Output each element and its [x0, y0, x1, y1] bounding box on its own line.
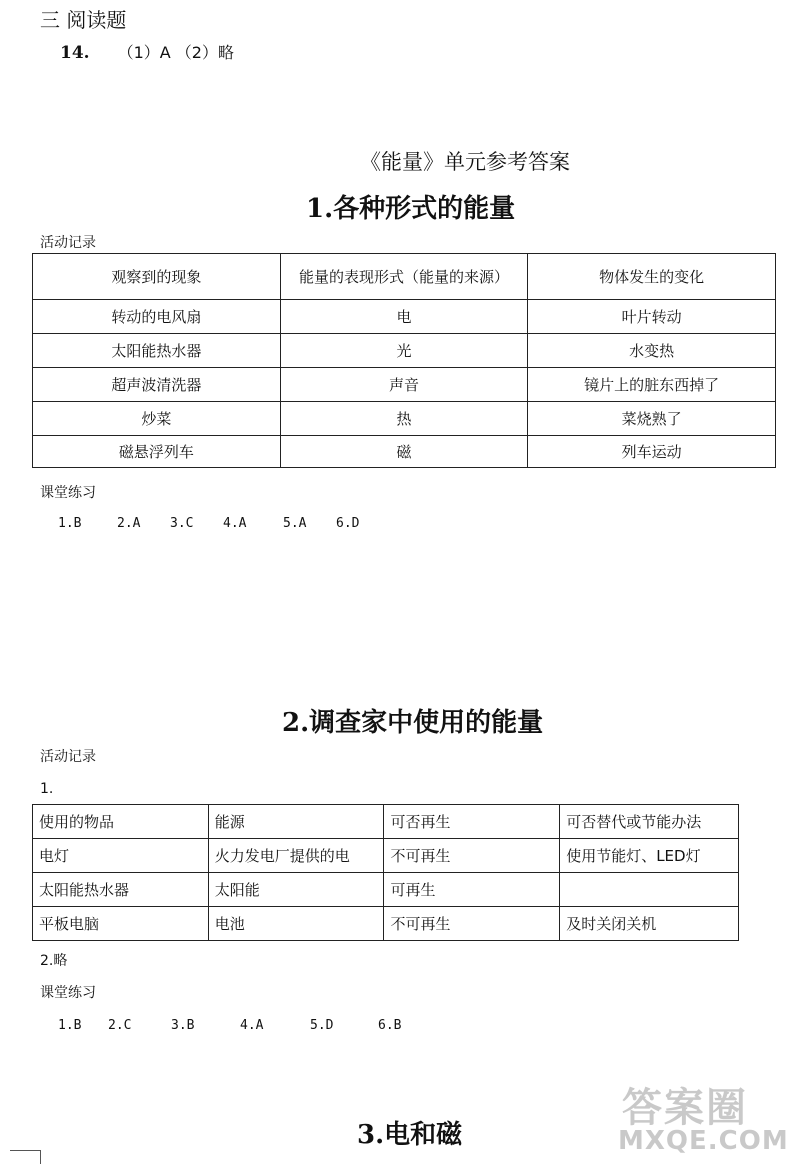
- table-cell: 火力发电厂提供的电: [208, 839, 384, 873]
- table-cell: 电: [280, 300, 528, 334]
- table-header-cell: 观察到的现象: [33, 254, 281, 300]
- table-header-cell: 使用的物品: [33, 805, 209, 839]
- answer-item: 6.D: [336, 516, 360, 531]
- table-header-row: [33, 805, 739, 839]
- home-energy-table: [32, 804, 739, 941]
- table-row: [33, 907, 739, 941]
- lesson1-answers: [58, 516, 359, 531]
- table-header-row: [33, 254, 776, 300]
- crop-mark: [10, 1150, 40, 1165]
- energy-forms-table: [32, 253, 776, 468]
- table-cell: 可再生: [384, 873, 560, 907]
- lesson2-title: 2.调查家中使用的能量: [282, 708, 544, 738]
- answer-item: 5.A: [283, 516, 307, 531]
- lesson1-activity-label: 活动记录: [40, 235, 96, 251]
- table-header-cell: 物体发生的变化: [528, 254, 776, 300]
- table-cell: 转动的电风扇: [33, 300, 281, 334]
- table-header-cell: 能源: [208, 805, 384, 839]
- table-cell: 不可再生: [384, 907, 560, 941]
- answer-item: 2.C: [108, 1018, 132, 1033]
- table-row: [33, 839, 739, 873]
- table-cell: 水变热: [528, 334, 776, 368]
- lesson1-practice-label: 课堂练习: [40, 485, 96, 501]
- lesson2-activity-label: 活动记录: [40, 749, 96, 765]
- table-cell: [560, 873, 739, 907]
- table-cell: 叶片转动: [528, 300, 776, 334]
- answer-item: 1.B: [58, 516, 82, 531]
- table-row: [33, 334, 776, 368]
- table-cell: 菜烧熟了: [528, 402, 776, 436]
- question-number: 14.: [60, 43, 90, 63]
- table-header-cell: 可否再生: [384, 805, 560, 839]
- table-cell: 炒菜: [33, 402, 281, 436]
- table-row: [33, 368, 776, 402]
- answer-item: 6.B: [378, 1018, 402, 1033]
- table-row: [33, 300, 776, 334]
- question-14: [60, 40, 234, 63]
- lesson3-title: 3.电和磁: [357, 1120, 463, 1150]
- lesson2-item2: 2.略: [40, 953, 68, 969]
- table-cell: 电池: [208, 907, 384, 941]
- table-cell: 热: [280, 402, 528, 436]
- table-header-cell: 能量的表现形式（能量的来源）: [280, 254, 528, 300]
- lesson2-practice-label: 课堂练习: [40, 985, 96, 1001]
- table-cell: 太阳能热水器: [33, 873, 209, 907]
- answer-item: 1.B: [58, 1018, 82, 1033]
- answer-item: 3.B: [171, 1018, 195, 1033]
- watermark-url: MXQE.COM: [618, 1126, 789, 1156]
- watermark-logo: 答案圈: [622, 1085, 748, 1131]
- unit-title: 《能量》单元参考答案: [360, 150, 570, 174]
- table-cell: 不可再生: [384, 839, 560, 873]
- section-title: 三 阅读题: [40, 8, 127, 32]
- lesson2-item1-label: 1.: [40, 781, 54, 797]
- table-cell: 太阳能: [208, 873, 384, 907]
- lesson2-answers: [58, 1018, 401, 1033]
- table-header-cell: 可否替代或节能办法: [560, 805, 739, 839]
- answer-item: 2.A: [117, 516, 141, 531]
- table-cell: 磁: [280, 436, 528, 468]
- answer-item: 4.A: [240, 1018, 264, 1033]
- answer-item: 4.A: [223, 516, 247, 531]
- table-cell: 电灯: [33, 839, 209, 873]
- answer-item: 3.C: [170, 516, 194, 531]
- table-cell: 平板电脑: [33, 907, 209, 941]
- table-cell: 光: [280, 334, 528, 368]
- table-row: [33, 402, 776, 436]
- table-cell: 太阳能热水器: [33, 334, 281, 368]
- lesson1-title: 1.各种形式的能量: [306, 194, 516, 224]
- answer-item: 5.D: [310, 1018, 334, 1033]
- table-row: [33, 873, 739, 907]
- crop-mark: [40, 1150, 41, 1164]
- table-cell: 磁悬浮列车: [33, 436, 281, 468]
- table-cell: 声音: [280, 368, 528, 402]
- table-cell: 镜片上的脏东西掉了: [528, 368, 776, 402]
- question-answer: （1）A （2）略: [117, 43, 234, 62]
- table-cell: 列车运动: [528, 436, 776, 468]
- table-cell: 使用节能灯、LED灯: [560, 839, 739, 873]
- table-row: [33, 436, 776, 468]
- table-cell: 超声波清洗器: [33, 368, 281, 402]
- table-cell: 及时关闭关机: [560, 907, 739, 941]
